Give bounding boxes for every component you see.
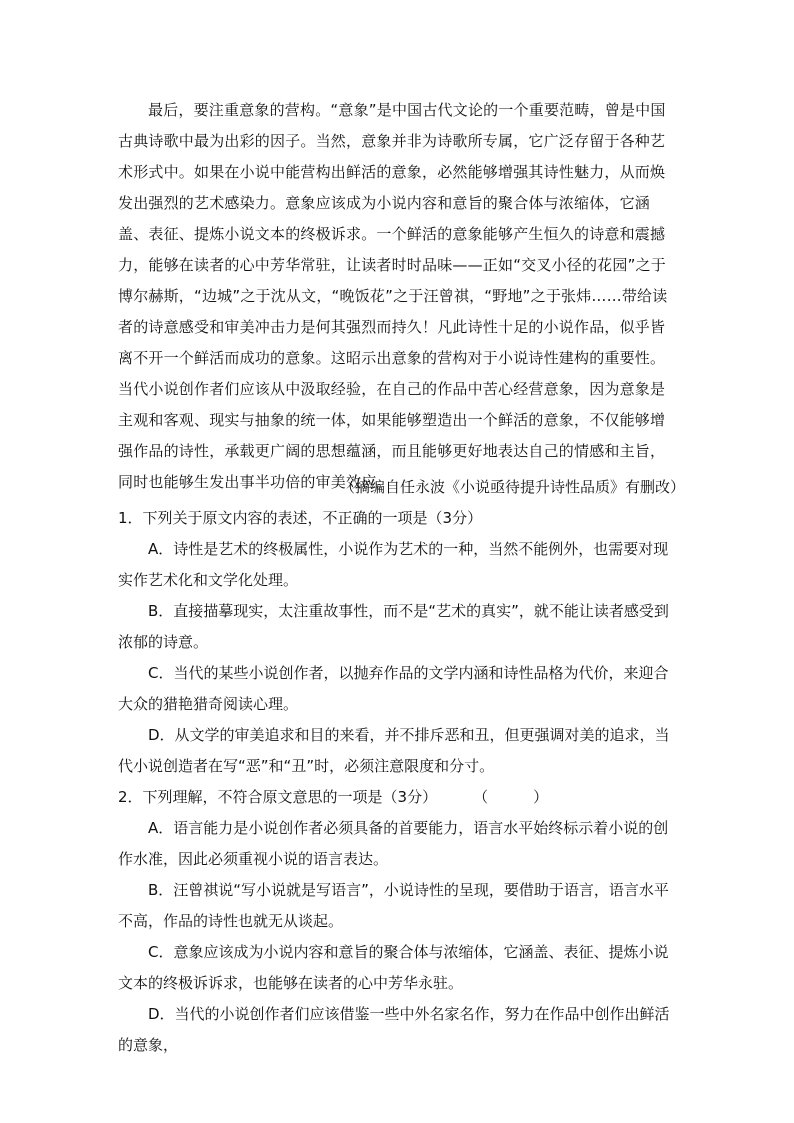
question-2-stem: 2．下列理解，不符合原文意思的一项是（3分） （ ） <box>118 782 678 813</box>
question-1-option-b: B．直接描摹现实，太注重故事性，而不是“艺术的真实”，就不能让读者感受到浓郁的诗意。 <box>118 602 669 651</box>
question-2-option-d: D．当代的小说创作者们应该借鉴一些中外名家名作，努力在作品中创作出鲜活的意象， <box>118 1005 670 1054</box>
answer-blank: （ ） <box>473 788 549 806</box>
question-1-option-c: C．当代的某些小说创作者，以抛弃作品的文学内涵和诗性品格为代价，来迎合大众的猎艳猎奇阅读心理。 <box>118 664 669 713</box>
passage-paragraph: 最后，要注重意象的营构。“意象”是中国古代文论的一个重要范畴，曾是中国古典诗歌中最为出彩的因子。当然，意象并非为诗歌所专属，它广泛存留于各种艺术形式中。如果在小说中能营构出鲜活的意象，必然能够增强其诗性魅力，从而焕发出强烈的艺术感染力。意象应该成为小说内容和意旨的聚合体与浓缩体，它涵盖、表征、提炼小说文本的终极诉求。一个鲜活的意象能够产生恒久的诗意和震撼力，能够在读者的心中芳华常驻，让读者时时品味——正如“交叉小径的花园”之于博尔赫斯，“边城”之于沈从文，“晚饭花”之于汪曾祺，“野地”之于张炜……带给读者的诗意感受和审美冲击力是何其强烈而持久！凡此诗性十足的小说作品，似乎皆离不开一个鲜活而成功的意象。这昭示出意象的营构对于小说诗性建构的重要性。当代小说创作者们应该从中汲取经验，在自己的作品中苦心经营意象，因为意象是主观和客观、现实与抽象的统一体，如果能够塑造出一个鲜活的意象，不仅能够增强作品的诗性，承载更广阔的思想蕴涵，而且能够更好地表达自己的情感和主旨，同时也能够生发出事半功倍的审美效应。 <box>118 101 668 491</box>
question-2-option-c: C．意象应该成为小说内容和意旨的聚合体与浓缩体，它涵盖、表征、提炼小说文本的终极诉诉求，也能够在读者的心中芳华永驻。 <box>118 943 669 992</box>
question-1-stem: 1．下列关于原文内容的表述，不正确的一项是（3分） <box>118 509 483 527</box>
question-2-option-a: A．语言能力是小说创作者必须具备的首要能力，语言水平始终标示着小说的创作水准，因此必须重视小说的语言表达。 <box>118 819 669 868</box>
passage-source: （摘编自任永波《小说亟待提升诗性品质》有删改） <box>340 478 686 496</box>
question-1-option-a: A．诗性是艺术的终极属性，小说作为艺术的一种，当然不能例外，也需要对现实作艺术化和文学化处理。 <box>118 540 669 589</box>
question-1-option-d: D．从文学的审美追求和目的来看，并不排斥恶和丑，但更强调对美的追求，当代小说创造者在写“恶”和“丑”时，必须注意限度和分寸。 <box>118 726 670 775</box>
question-2-option-b: B．汪曾祺说“写小说就是写语言”，小说诗性的呈现，要借助于语言，语言水平不高，作品的诗性也就无从谈起。 <box>118 881 669 930</box>
